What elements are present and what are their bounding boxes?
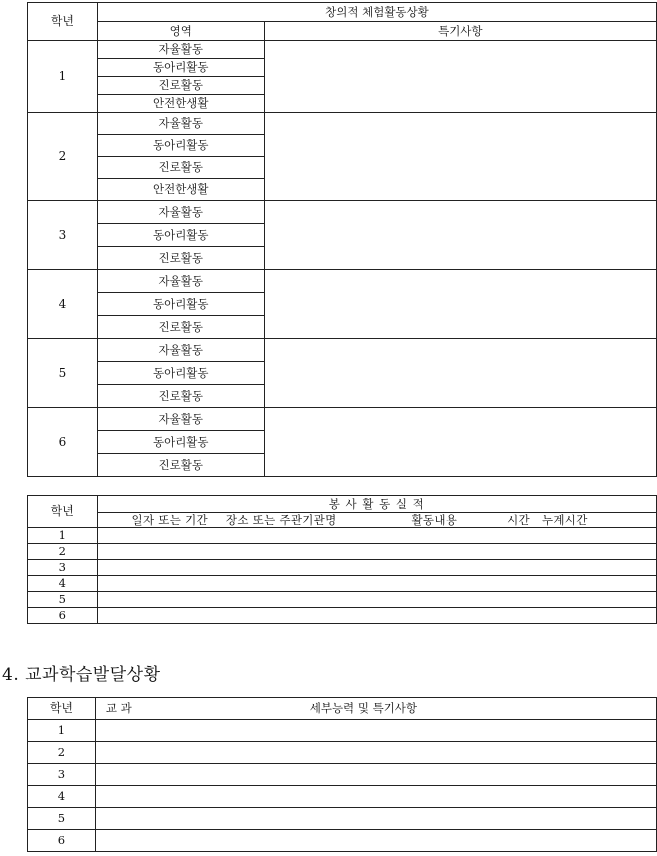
- subheader-hours: 시간: [507, 512, 530, 527]
- subject-row: [28, 720, 657, 742]
- note-cell[interactable]: [264, 41, 656, 113]
- subheader-place: 장소 또는 주관기관명: [225, 512, 337, 527]
- area-cell: 동아리활동: [97, 135, 264, 157]
- area-cell: 진로활동: [97, 385, 264, 408]
- grade-header: 학년: [28, 3, 98, 41]
- volunteer-record-cell[interactable]: [97, 608, 656, 624]
- subject-detail-cell[interactable]: [95, 830, 656, 852]
- subject-detail-cell[interactable]: [95, 720, 656, 742]
- grade-cell: 6: [28, 408, 98, 477]
- subject-header: 교 과: [105, 701, 132, 716]
- grade-cell: 3: [28, 560, 98, 576]
- note-header: 특기사항: [264, 22, 656, 41]
- area-cell: 동아리활동: [97, 362, 264, 385]
- grade-cell: 2: [28, 742, 96, 764]
- volunteer-title: 봉 사 활 동 실 적: [97, 496, 656, 513]
- grade-cell: 2: [28, 113, 98, 201]
- area-cell: 안전한생활: [97, 95, 264, 113]
- subject-detail-cell[interactable]: [95, 808, 656, 830]
- volunteer-record-cell[interactable]: [97, 544, 656, 560]
- volunteer-record-cell[interactable]: [97, 576, 656, 592]
- grade-header: 학년: [28, 496, 98, 528]
- area-cell: 동아리활동: [97, 224, 264, 247]
- area-cell: 진로활동: [97, 157, 264, 179]
- area-cell: 안전한생활: [97, 179, 264, 201]
- activity-row: [28, 41, 657, 59]
- subject-detail-cell[interactable]: [95, 742, 656, 764]
- area-cell: 진로활동: [97, 454, 264, 477]
- volunteer-record-cell[interactable]: [97, 592, 656, 608]
- grade-cell: 3: [28, 764, 96, 786]
- volunteer-row: [28, 544, 657, 560]
- volunteer-record-cell[interactable]: [97, 528, 656, 544]
- area-cell: 동아리활동: [97, 293, 264, 316]
- area-header: 영역: [97, 22, 264, 41]
- grade-cell: 5: [28, 339, 98, 408]
- grade-cell: 3: [28, 201, 98, 270]
- subheader-content: 활동내용: [411, 512, 458, 527]
- subject-row: [28, 830, 657, 852]
- grade-cell: 5: [28, 592, 98, 608]
- grade-header: 학년: [28, 698, 96, 720]
- volunteer-record-cell[interactable]: [97, 560, 656, 576]
- note-cell[interactable]: [264, 201, 656, 270]
- activity-row: [28, 113, 657, 135]
- area-cell: 자율활동: [97, 41, 264, 59]
- subheader-period: 일자 또는 기간: [131, 512, 208, 527]
- activity-row: [28, 270, 657, 293]
- subject-detail-cell[interactable]: [95, 764, 656, 786]
- volunteer-table: [27, 495, 657, 624]
- grade-cell: 1: [28, 528, 98, 544]
- area-cell: 동아리활동: [97, 59, 264, 77]
- grade-cell: 4: [28, 786, 96, 808]
- grade-cell: 1: [28, 720, 96, 742]
- area-cell: 자율활동: [97, 339, 264, 362]
- subject-row: [28, 742, 657, 764]
- area-cell: 자율활동: [97, 201, 264, 224]
- volunteer-row: [28, 576, 657, 592]
- volunteer-row: [28, 592, 657, 608]
- grade-cell: 2: [28, 544, 98, 560]
- grade-cell: 1: [28, 41, 98, 113]
- note-cell[interactable]: [264, 339, 656, 408]
- subject-detail-cell[interactable]: [95, 786, 656, 808]
- grade-cell: 4: [28, 270, 98, 339]
- grade-cell: 6: [28, 608, 98, 624]
- volunteer-row: [28, 608, 657, 624]
- area-cell: 진로활동: [97, 316, 264, 339]
- area-cell: 진로활동: [97, 247, 264, 270]
- subject-row: [28, 808, 657, 830]
- section-4-heading: 4. 교과학습발달상황: [2, 665, 161, 685]
- subject-row: [28, 764, 657, 786]
- grade-cell: 6: [28, 830, 96, 852]
- activity-row: [28, 339, 657, 362]
- area-cell: 자율활동: [97, 408, 264, 431]
- area-cell: 동아리활동: [97, 431, 264, 454]
- grade-cell: 4: [28, 576, 98, 592]
- activity-row: [28, 201, 657, 224]
- area-cell: 자율활동: [97, 113, 264, 135]
- volunteer-row: [28, 528, 657, 544]
- volunteer-row: [28, 560, 657, 576]
- grade-cell: 5: [28, 808, 96, 830]
- activity-row: [28, 408, 657, 431]
- area-cell: 진로활동: [97, 77, 264, 95]
- subheader-total-hours: 누계시간: [541, 512, 588, 527]
- detail-header: 세부능력 및 특기사항: [309, 701, 418, 716]
- subject-table: [27, 697, 657, 852]
- subject-detail-header: [95, 698, 656, 720]
- subject-row: [28, 786, 657, 808]
- note-cell[interactable]: [264, 270, 656, 339]
- note-cell[interactable]: [264, 113, 656, 201]
- volunteer-subheaders: [97, 513, 656, 528]
- area-cell: 자율활동: [97, 270, 264, 293]
- creative-activity-table: [27, 2, 657, 477]
- note-cell[interactable]: [264, 408, 656, 477]
- activity-title: 창의적 체험활동상황: [97, 3, 656, 22]
